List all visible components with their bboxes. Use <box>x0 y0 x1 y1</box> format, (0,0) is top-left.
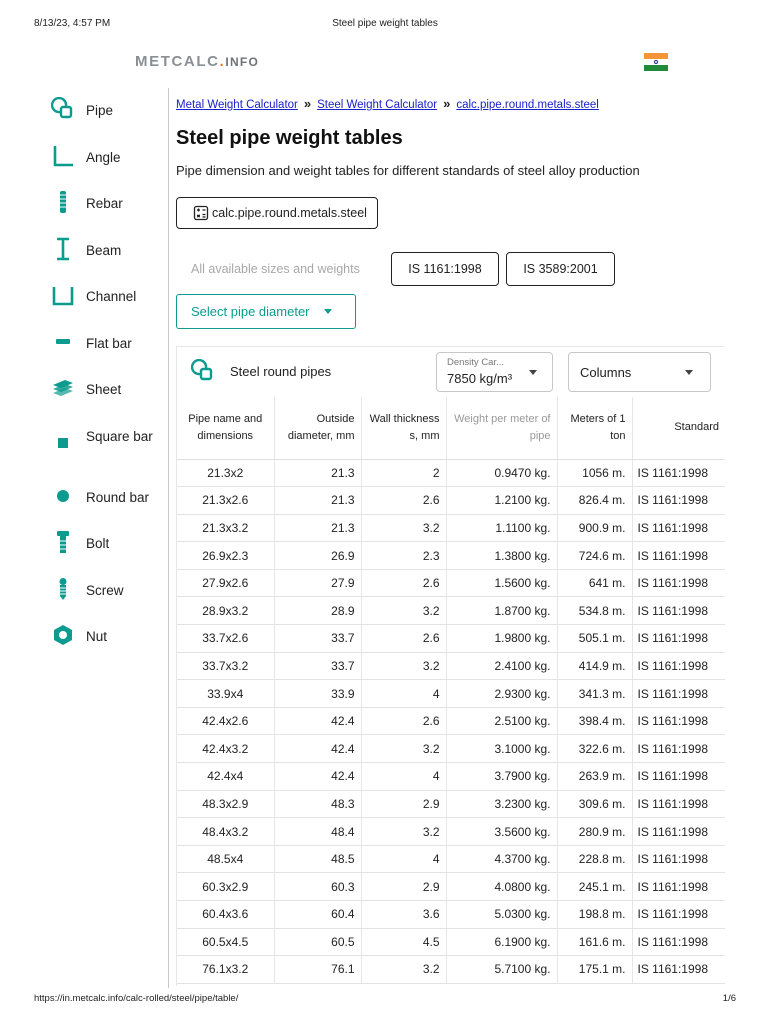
cell-standard: IS 1161:1998 <box>632 680 725 708</box>
cell-meters-per-ton: 641 m. <box>557 569 632 597</box>
page-subtitle: Pipe dimension and weight tables for different standards of steel alloy production <box>176 163 640 178</box>
cell-standard: IS 1161:1998 <box>632 956 725 984</box>
card-title: Steel round pipes <box>230 364 332 379</box>
cell-outside-diameter: 60.4 <box>274 901 361 929</box>
table-row <box>177 790 725 818</box>
cell-pipe-name: 60.4x3.6 <box>177 901 274 929</box>
nut-icon <box>40 621 86 649</box>
table-row <box>177 707 725 735</box>
sidebar-item-label: Nut <box>86 629 108 644</box>
cell-outside-diameter: 42.4 <box>274 735 361 763</box>
cell-pipe-name: 26.9x2.3 <box>177 542 274 570</box>
cell-standard: IS 1161:1998 <box>632 763 725 791</box>
cell-meters-per-ton: 322.6 m. <box>557 735 632 763</box>
cell-wall-thickness: 2.9 <box>361 790 446 818</box>
cell-wall-thickness: 4.5 <box>361 928 446 956</box>
cell-outside-diameter: 33.7 <box>274 625 361 653</box>
cell-wall-thickness: 2 <box>361 459 446 487</box>
chevron-down-icon <box>685 370 693 375</box>
cell-wall-thickness: 3.6 <box>361 901 446 929</box>
cell-pipe-name: 27.9x2.6 <box>177 569 274 597</box>
cell-weight-per-meter: 5.0300 kg. <box>446 901 557 929</box>
cell-meters-per-ton: 534.8 m. <box>557 597 632 625</box>
page-title: Steel pipe weight tables <box>176 127 403 149</box>
column-header-meters-per-ton[interactable]: Meters of 1 ton <box>557 397 632 459</box>
cell-outside-diameter: 48.4 <box>274 818 361 846</box>
table-row <box>177 873 725 901</box>
cell-meters-per-ton: 263.9 m. <box>557 763 632 791</box>
cell-pipe-name: 76.1x3.2 <box>177 956 274 984</box>
cell-outside-diameter: 42.4 <box>274 707 361 735</box>
sidebar-item-bolt[interactable] <box>40 528 166 575</box>
channel-icon <box>40 281 86 309</box>
cell-standard: IS 1161:1998 <box>632 790 725 818</box>
pipe-diameter-select[interactable] <box>176 294 356 329</box>
sidebar-divider <box>168 88 169 988</box>
cell-wall-thickness: 3.2 <box>361 818 446 846</box>
cell-weight-per-meter: 2.9300 kg. <box>446 680 557 708</box>
cell-wall-thickness: 4 <box>361 845 446 873</box>
cell-weight-per-meter: 3.5600 kg. <box>446 818 557 846</box>
sidebar-item-label: Channel <box>86 289 137 304</box>
cell-wall-thickness: 3.2 <box>361 652 446 680</box>
cell-wall-thickness: 3.2 <box>361 956 446 984</box>
cell-weight-per-meter: 1.8700 kg. <box>446 597 557 625</box>
sidebar-item-round-bar[interactable] <box>40 482 166 529</box>
print-header <box>34 18 736 32</box>
print-title: Steel pipe weight tables <box>332 18 438 29</box>
table-row <box>177 818 725 846</box>
cell-meters-per-ton: 826.4 m. <box>557 487 632 515</box>
table-row <box>177 487 725 515</box>
rebar-icon <box>40 188 86 216</box>
table-row <box>177 459 725 487</box>
chevron-down-icon <box>324 309 332 314</box>
calculator-icon <box>193 205 209 221</box>
sidebar-item-beam[interactable] <box>40 235 166 282</box>
calculator-button[interactable] <box>176 197 378 229</box>
cell-meters-per-ton: 900.9 m. <box>557 514 632 542</box>
cell-weight-per-meter: 1.1100 kg. <box>446 514 557 542</box>
cell-wall-thickness: 2.6 <box>361 487 446 515</box>
cell-standard: IS 1161:1998 <box>632 873 725 901</box>
breadcrumb-separator: » <box>443 96 451 111</box>
cell-outside-diameter: 48.3 <box>274 790 361 818</box>
square-bar-icon <box>40 429 86 457</box>
cell-standard: IS 1161:1998 <box>632 597 725 625</box>
round-bar-icon <box>40 482 86 510</box>
table-row <box>177 652 725 680</box>
print-page-number: 1/6 <box>722 993 736 1004</box>
cell-weight-per-meter: 4.0800 kg. <box>446 873 557 901</box>
table-row <box>177 763 725 791</box>
logo-dot: . <box>219 53 226 70</box>
density-value: 7850 kg/m³ <box>447 371 513 386</box>
cell-outside-diameter: 48.5 <box>274 845 361 873</box>
logo-name: METCALC <box>135 53 220 70</box>
cell-outside-diameter: 28.9 <box>274 597 361 625</box>
table-row <box>177 845 725 873</box>
cell-wall-thickness: 2.6 <box>361 569 446 597</box>
column-header-weight-per-meter[interactable]: Weight per meter of pipe <box>446 397 557 459</box>
cell-weight-per-meter: 2.5100 kg. <box>446 707 557 735</box>
cell-meters-per-ton: 245.1 m. <box>557 873 632 901</box>
cell-outside-diameter: 26.9 <box>274 542 361 570</box>
chevron-down-icon <box>529 370 537 375</box>
sidebar-item-rebar[interactable] <box>40 188 166 235</box>
calculator-button-label: calc.pipe.round.metals.steel <box>212 206 367 220</box>
cell-standard: IS 1161:1998 <box>632 652 725 680</box>
cell-meters-per-ton: 309.6 m. <box>557 790 632 818</box>
cell-standard: IS 1161:1998 <box>632 707 725 735</box>
column-header-standard[interactable]: Standard <box>632 397 725 459</box>
table-row <box>177 597 725 625</box>
cell-weight-per-meter: 1.9800 kg. <box>446 625 557 653</box>
table-row <box>177 735 725 763</box>
cell-meters-per-ton: 1056 m. <box>557 459 632 487</box>
cell-outside-diameter: 21.3 <box>274 487 361 515</box>
pipe-icon <box>191 359 215 383</box>
print-footer <box>34 993 736 1005</box>
cell-pipe-name: 48.3x2.9 <box>177 790 274 818</box>
table-row <box>177 956 725 984</box>
standard-is-1161-button[interactable]: IS 1161:1998 <box>391 252 499 286</box>
cell-pipe-name: 21.3x2.6 <box>177 487 274 515</box>
cell-pipe-name: 21.3x3.2 <box>177 514 274 542</box>
cell-pipe-name: 60.5x4.5 <box>177 928 274 956</box>
breadcrumb-separator: » <box>303 96 312 111</box>
cell-meters-per-ton: 198.8 m. <box>557 901 632 929</box>
cell-pipe-name: 33.7x2.6 <box>177 625 274 653</box>
table-header-row <box>177 397 725 459</box>
cell-standard: IS 1161:1998 <box>632 818 725 846</box>
cell-standard: IS 1161:1998 <box>632 625 725 653</box>
cell-meters-per-ton: 228.8 m. <box>557 845 632 873</box>
cell-wall-thickness: 2.9 <box>361 873 446 901</box>
breadcrumb-link-current[interactable]: calc.pipe.round.metals.steel <box>456 99 599 111</box>
sidebar-item-label: Angle <box>86 149 121 165</box>
india-flag-icon[interactable] <box>644 53 668 71</box>
table-row <box>177 901 725 929</box>
breadcrumb-link-steel-weight-calculator[interactable]: Steel Weight Calculator <box>317 99 438 111</box>
breadcrumb <box>176 96 599 111</box>
pipe-icon <box>40 95 86 123</box>
cell-weight-per-meter: 5.7100 kg. <box>446 956 557 984</box>
pipe-weight-table <box>177 397 725 984</box>
sidebar-item-square-bar[interactable] <box>40 421 166 482</box>
cell-outside-diameter: 33.9 <box>274 680 361 708</box>
cell-meters-per-ton: 161.6 m. <box>557 928 632 956</box>
table-row <box>177 514 725 542</box>
cell-weight-per-meter: 3.7900 kg. <box>446 763 557 791</box>
beam-icon <box>40 235 86 263</box>
cell-weight-per-meter: 6.1900 kg. <box>446 928 557 956</box>
sidebar-item-label: Pipe <box>86 103 114 118</box>
cell-pipe-name: 60.3x2.9 <box>177 873 274 901</box>
sidebar-item-label: Rebar <box>86 196 123 211</box>
cell-wall-thickness: 2.3 <box>361 542 446 570</box>
table-row <box>177 625 725 653</box>
cell-standard: IS 1161:1998 <box>632 928 725 956</box>
table-row <box>177 680 725 708</box>
cell-pipe-name: 48.5x4 <box>177 845 274 873</box>
sidebar-item-label: Square bar <box>86 428 153 444</box>
cell-pipe-name: 42.4x3.2 <box>177 735 274 763</box>
cell-outside-diameter: 21.3 <box>274 459 361 487</box>
table-row <box>177 569 725 597</box>
columns-label: Columns <box>580 365 632 380</box>
sidebar-item-label: Beam <box>86 242 122 258</box>
cell-meters-per-ton: 175.1 m. <box>557 956 632 984</box>
all-sizes-option[interactable]: All available sizes and weights <box>191 262 360 276</box>
cell-meters-per-ton: 398.4 m. <box>557 707 632 735</box>
pipe-diameter-select-label: Select pipe diameter <box>191 304 310 319</box>
cell-pipe-name: 33.9x4 <box>177 680 274 708</box>
cell-pipe-name: 33.7x3.2 <box>177 652 274 680</box>
cell-meters-per-ton: 414.9 m. <box>557 652 632 680</box>
table-row <box>177 928 725 956</box>
cell-standard: IS 1161:1998 <box>632 845 725 873</box>
angle-icon <box>40 142 86 170</box>
cell-standard: IS 1161:1998 <box>632 569 725 597</box>
cell-weight-per-meter: 3.2300 kg. <box>446 790 557 818</box>
columns-select[interactable] <box>568 352 711 392</box>
cell-wall-thickness: 2.6 <box>361 707 446 735</box>
sheet-icon <box>40 374 86 402</box>
cell-meters-per-ton: 341.3 m. <box>557 680 632 708</box>
column-header-outside-diameter[interactable]: Outside diameter, mm <box>274 397 361 459</box>
cell-meters-per-ton: 505.1 m. <box>557 625 632 653</box>
cell-standard: IS 1161:1998 <box>632 514 725 542</box>
cell-pipe-name: 42.4x4 <box>177 763 274 791</box>
cell-standard: IS 1161:1998 <box>632 901 725 929</box>
flat-bar-icon <box>40 328 86 356</box>
cell-outside-diameter: 60.3 <box>274 873 361 901</box>
pipe-table-card <box>176 346 724 986</box>
sidebar-item-screw[interactable] <box>40 575 166 622</box>
sidebar-item-label: Screw <box>86 582 124 598</box>
breadcrumb-link-metal-weight-calculator[interactable]: Metal Weight Calculator <box>176 99 298 111</box>
print-url: https://in.metcalc.info/calc-rolled/steel/pipe/table/ <box>34 993 239 1004</box>
sidebar-item-sheet[interactable] <box>40 374 166 421</box>
print-datetime: 8/13/23, 4:57 PM <box>34 18 111 29</box>
density-select[interactable] <box>436 352 553 392</box>
cell-standard: IS 1161:1998 <box>632 487 725 515</box>
cell-weight-per-meter: 3.1000 kg. <box>446 735 557 763</box>
sidebar-item-label: Round bar <box>86 489 150 505</box>
cell-pipe-name: 48.4x3.2 <box>177 818 274 846</box>
cell-meters-per-ton: 280.9 m. <box>557 818 632 846</box>
card-header <box>177 347 725 399</box>
cell-outside-diameter: 76.1 <box>274 956 361 984</box>
cell-outside-diameter: 21.3 <box>274 514 361 542</box>
cell-pipe-name: 42.4x2.6 <box>177 707 274 735</box>
table-body <box>177 459 725 983</box>
sidebar-item-channel[interactable] <box>40 281 166 328</box>
cell-pipe-name: 28.9x3.2 <box>177 597 274 625</box>
sidebar-item-nut[interactable] <box>40 621 166 668</box>
cell-standard: IS 1161:1998 <box>632 735 725 763</box>
standard-is-3589-button[interactable]: IS 3589:2001 <box>506 252 615 286</box>
logo-tld: INFO <box>225 55 260 69</box>
cell-standard: IS 1161:1998 <box>632 542 725 570</box>
sidebar-item-label: Sheet <box>86 382 122 397</box>
cell-weight-per-meter: 1.5600 kg. <box>446 569 557 597</box>
column-header-wall-thickness[interactable]: Wall thickness s, mm <box>361 397 446 459</box>
sidebar <box>40 95 166 668</box>
cell-weight-per-meter: 1.2100 kg. <box>446 487 557 515</box>
sidebar-item-angle[interactable] <box>40 142 166 189</box>
cell-pipe-name: 21.3x2 <box>177 459 274 487</box>
sidebar-item-pipe[interactable] <box>40 95 166 142</box>
bolt-icon <box>40 528 86 556</box>
cell-weight-per-meter: 1.3800 kg. <box>446 542 557 570</box>
cell-wall-thickness: 3.2 <box>361 735 446 763</box>
cell-weight-per-meter: 0.9470 kg. <box>446 459 557 487</box>
cell-outside-diameter: 42.4 <box>274 763 361 791</box>
cell-wall-thickness: 2.6 <box>361 625 446 653</box>
cell-wall-thickness: 3.2 <box>361 597 446 625</box>
cell-wall-thickness: 4 <box>361 680 446 708</box>
cell-meters-per-ton: 724.6 m. <box>557 542 632 570</box>
cell-wall-thickness: 4 <box>361 763 446 791</box>
cell-weight-per-meter: 2.4100 kg. <box>446 652 557 680</box>
standards-filter <box>176 252 626 286</box>
density-label: Density Car... <box>447 357 505 368</box>
sidebar-item-flat-bar[interactable] <box>40 328 166 375</box>
sidebar-item-label: Bolt <box>86 536 110 551</box>
cell-wall-thickness: 3.2 <box>361 514 446 542</box>
cell-standard: IS 1161:1998 <box>632 459 725 487</box>
site-logo[interactable] <box>135 53 259 70</box>
cell-outside-diameter: 27.9 <box>274 569 361 597</box>
table-row <box>177 542 725 570</box>
cell-outside-diameter: 33.7 <box>274 652 361 680</box>
sidebar-item-label: Flat bar <box>86 335 132 351</box>
column-header-name[interactable]: Pipe name and dimensions <box>177 397 274 459</box>
screw-icon <box>40 575 86 603</box>
cell-weight-per-meter: 4.3700 kg. <box>446 845 557 873</box>
cell-outside-diameter: 60.5 <box>274 928 361 956</box>
